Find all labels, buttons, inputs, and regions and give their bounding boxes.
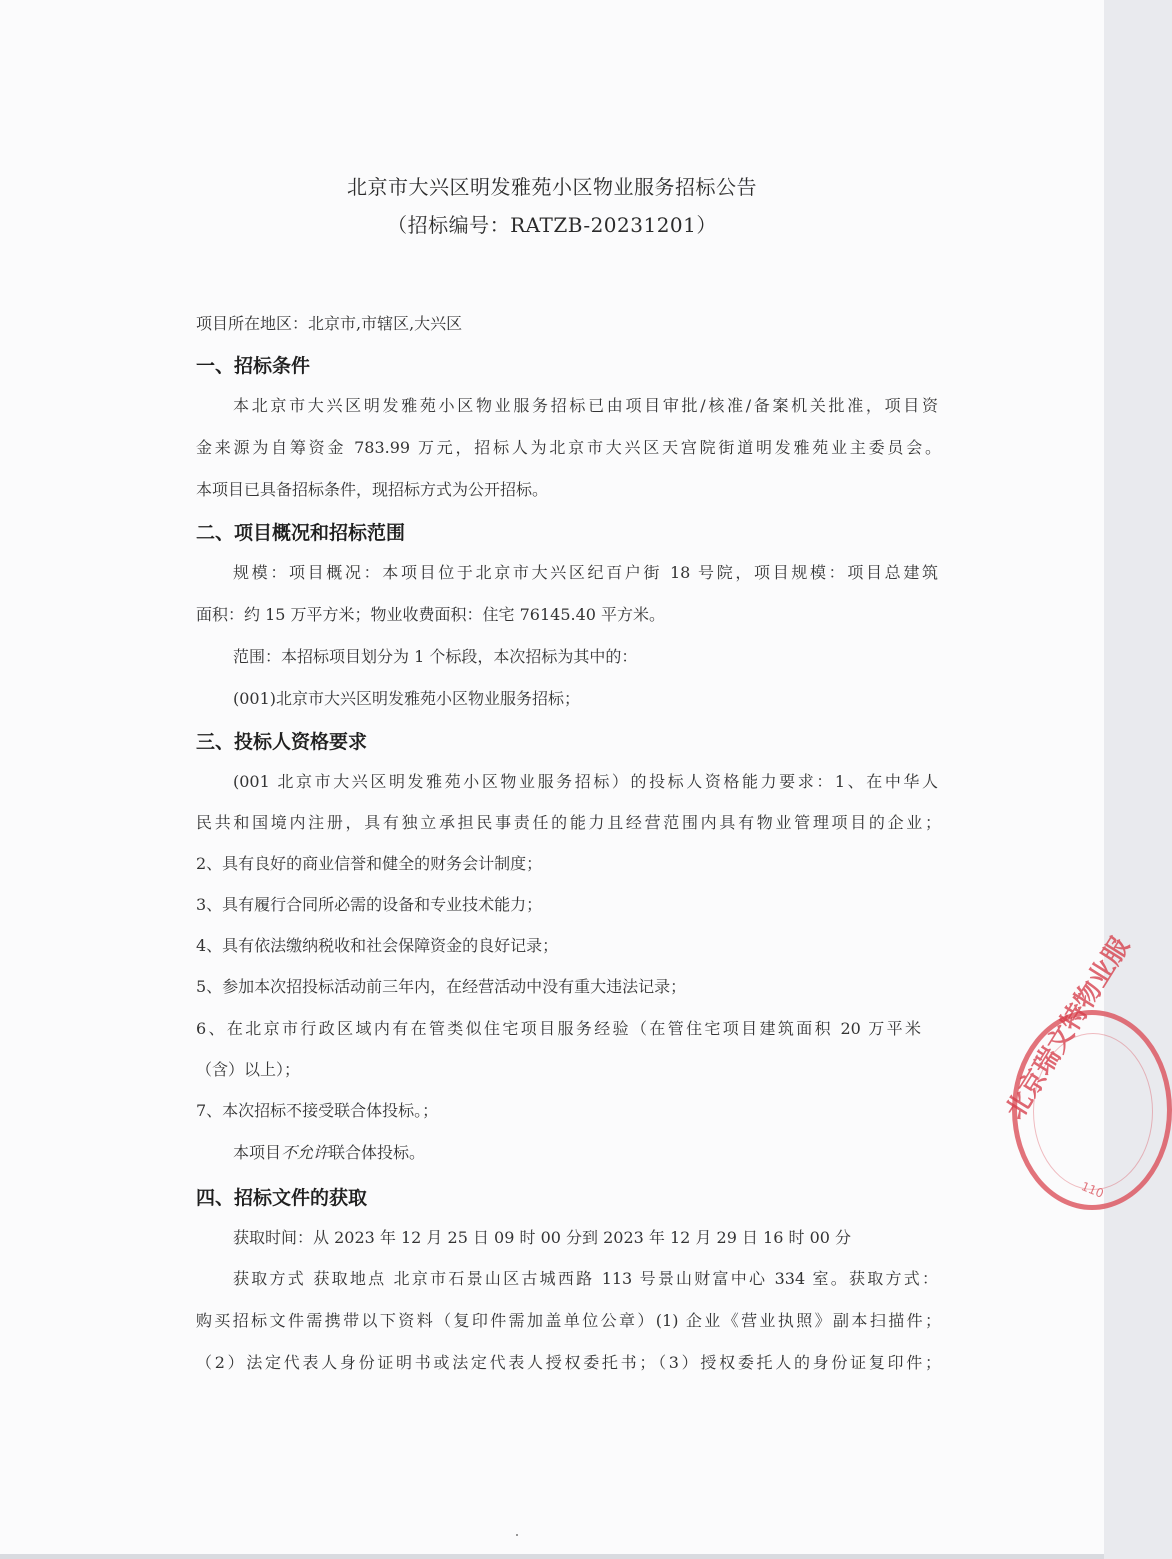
sec3-line-2: 民共和国境内注册，具有独立承担民事责任的能力且经营范围内具有物业管理项目的企业； bbox=[196, 813, 941, 832]
sec3-line-9: 7、本次招标不接受联合体投标。； bbox=[196, 1101, 439, 1120]
sec4-line-4: （2）法定代表人身份证明书或法定代表人授权委托书；（3）授权委托人的身份证复印件； bbox=[196, 1353, 941, 1372]
sec3-line-10-emphasis: 不允许 bbox=[281, 1143, 330, 1162]
sec3-line-8: （含）以上）； bbox=[196, 1060, 301, 1079]
scan-speck bbox=[516, 1534, 518, 1536]
sec2-line-4: (001)北京市大兴区明发雅苑小区物业服务招标； bbox=[233, 689, 581, 708]
seal-text: 北京瑞文特物业服 bbox=[1000, 932, 1136, 1125]
seal-number: 110 bbox=[1079, 1179, 1106, 1201]
tender-code: （招标编号：RATZB-20231201） bbox=[387, 213, 717, 237]
sec3-line-10 bbox=[233, 1142, 983, 1164]
project-location: 项目所在地区：北京市,市辖区,大兴区 bbox=[196, 314, 463, 333]
sec2-line-2: 面积：约 15 万平方米；物业收费面积：住宅 76145.40 平方米。 bbox=[196, 605, 666, 624]
sec3-line-7: 6、在北京市行政区域内有在管类似住宅项目服务经验（在管住宅项目建筑面积 20 万平米 bbox=[196, 1019, 921, 1038]
sec1-line-3: 本项目已具备招标条件，现招标方式为公开招标。 bbox=[196, 480, 549, 499]
sec1-line-2: 金来源为自筹资金 783.99 万元，招标人为北京市大兴区天宫院街道明发雅苑业主委员会。 bbox=[196, 438, 941, 457]
sec2-line-1: 规模：项目概况：本项目位于北京市大兴区纪百户街 18 号院，项目规模：项目总建筑 bbox=[233, 563, 938, 582]
sec4-line-1: 获取时间：从 2023 年 12 月 25 日 09 时 00 分到 2023 年 12 月 29 日 16 时 00 分 bbox=[233, 1228, 852, 1247]
document-title: 北京市大兴区明发雅苑小区物业服务招标公告 bbox=[347, 175, 757, 199]
sec3-line-5: 4、具有依法缴纳税收和社会保障资金的良好记录； bbox=[196, 936, 559, 955]
sec3-line-3: 2、具有良好的商业信誉和健全的财务会计制度； bbox=[196, 854, 543, 873]
sec3-line-4: 3、具有履行合同所必需的设备和专业技术能力； bbox=[196, 895, 543, 914]
company-seal-stamp bbox=[1000, 932, 1172, 1210]
sec3-line-10-a: 本项目 bbox=[233, 1143, 282, 1162]
section-heading-3: 三、投标人资格要求 bbox=[196, 731, 368, 753]
section-heading-2: 二、项目概况和招标范围 bbox=[196, 522, 406, 544]
page-bottom-edge bbox=[0, 1554, 1104, 1559]
sec1-line-1: 本北京市大兴区明发雅苑小区物业服务招标已由项目审批/核准/备案机关批准，项目资 bbox=[233, 396, 938, 415]
section-heading-4: 四、招标文件的获取 bbox=[196, 1187, 368, 1209]
sec3-line-10-c: 联合体投标。 bbox=[329, 1143, 426, 1162]
sec4-line-2: 获取方式 获取地点 北京市石景山区古城西路 113 号景山财富中心 334 室。获取方式： bbox=[233, 1269, 938, 1288]
sec4-line-3: 购买招标文件需携带以下资料（复印件需加盖单位公章）(1) 企业《营业执照》副本扫描件； bbox=[196, 1311, 941, 1330]
section-heading-1: 一、招标条件 bbox=[196, 355, 311, 377]
sec3-line-6: 5、参加本次招投标活动前三年内，在经营活动中没有重大违法记录； bbox=[196, 977, 687, 996]
sec3-line-1: (001 北京市大兴区明发雅苑小区物业服务招标）的投标人资格能力要求：1、在中华人 bbox=[233, 772, 938, 791]
sec2-line-3: 范围：本招标项目划分为 1 个标段，本次招标为其中的： bbox=[233, 647, 638, 666]
